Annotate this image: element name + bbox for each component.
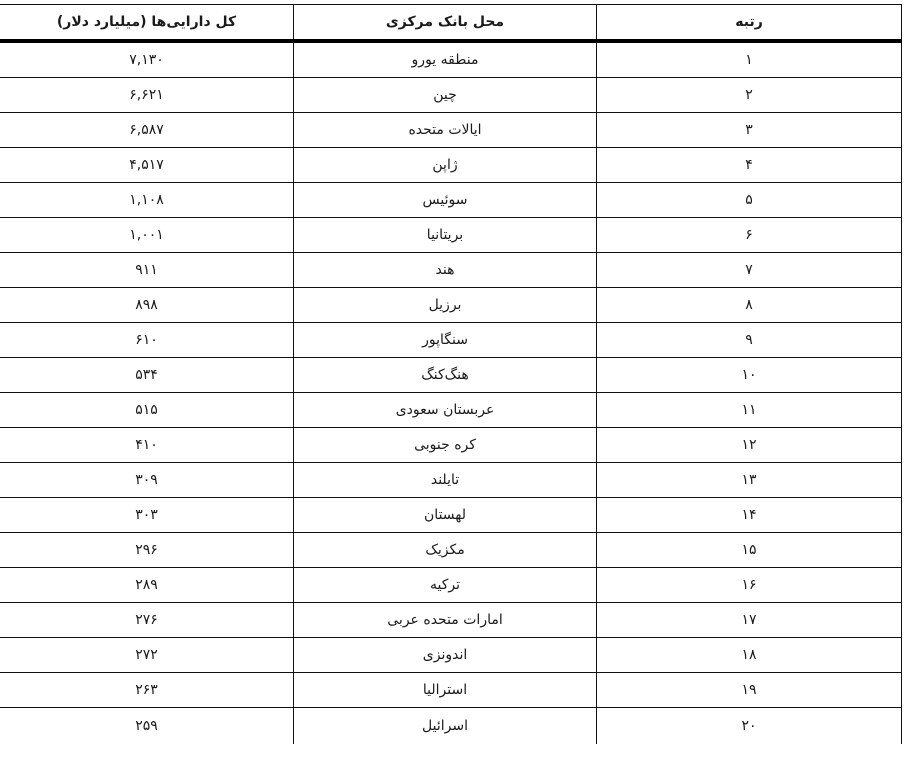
rank-cell: ۱۵	[596, 533, 902, 567]
rank-cell: ۷	[596, 253, 902, 287]
location-cell: تایلند	[293, 463, 596, 497]
assets-cell: ۱,۰۰۱	[129, 227, 164, 243]
table-row	[0, 638, 902, 673]
header-assets: کل دارایی‌ها (میلیارد دلار)	[56, 14, 237, 30]
location-cell: امارات متحده عربی	[293, 603, 596, 637]
assets-cell: ۷,۱۳۰	[129, 52, 164, 68]
rank-cell: ۱۹	[596, 673, 902, 707]
rank-cell: ۱۲	[596, 428, 902, 462]
location-cell: منطقه یورو	[293, 43, 596, 77]
assets-cell: ۶,۵۸۷	[129, 122, 164, 138]
assets-cell: ۶۱۰	[135, 332, 158, 348]
location-cell: بریتانیا	[293, 218, 596, 252]
location-cell: استرالیا	[293, 673, 596, 707]
assets-cell: ۳۰۳	[135, 507, 158, 523]
table-row	[0, 43, 902, 78]
header-location: محل بانک مرکزی	[293, 5, 596, 39]
table-row	[0, 113, 902, 148]
rank-cell: ۸	[596, 288, 902, 322]
rank-cell: ۱۴	[596, 498, 902, 532]
assets-cell: ۵۳۴	[135, 367, 158, 383]
table-row	[0, 288, 902, 323]
rank-cell: ۱۸	[596, 638, 902, 672]
rank-cell: ۶	[596, 218, 902, 252]
assets-cell: ۱,۱۰۸	[129, 192, 164, 208]
location-cell: عربستان سعودی	[293, 393, 596, 427]
table-row	[0, 393, 902, 428]
table-row	[0, 148, 902, 183]
table-row	[0, 603, 902, 638]
location-cell: هنگ‌کنگ	[293, 358, 596, 392]
location-cell: کره جنوبی	[293, 428, 596, 462]
rank-cell: ۵	[596, 183, 902, 217]
location-cell: چین	[293, 78, 596, 112]
location-cell: مکزیک	[293, 533, 596, 567]
rank-cell: ۹	[596, 323, 902, 357]
table-row	[0, 568, 902, 603]
assets-cell: ۲۷۲	[135, 647, 158, 663]
table-row	[0, 498, 902, 533]
assets-cell: ۶,۶۲۱	[129, 87, 164, 103]
central-bank-assets-table	[0, 4, 902, 744]
table-row	[0, 533, 902, 568]
assets-cell: ۲۹۶	[135, 542, 158, 558]
table-header-row	[0, 4, 902, 43]
location-cell: برزیل	[293, 288, 596, 322]
assets-cell: ۲۸۹	[135, 577, 158, 593]
location-cell: ایالات متحده	[293, 113, 596, 147]
table-row	[0, 673, 902, 708]
assets-cell: ۲۵۹	[135, 718, 158, 734]
rank-cell: ۲	[596, 78, 902, 112]
table-row	[0, 253, 902, 288]
header-rank: رتبه	[596, 5, 902, 39]
table-row	[0, 708, 902, 744]
assets-cell: ۸۹۸	[135, 297, 158, 313]
rank-cell: ۴	[596, 148, 902, 182]
table-row	[0, 218, 902, 253]
assets-cell: ۴,۵۱۷	[129, 157, 164, 173]
rank-cell: ۱۱	[596, 393, 902, 427]
assets-cell: ۵۱۵	[135, 402, 158, 418]
assets-cell: ۴۱۰	[135, 437, 158, 453]
location-cell: سوئیس	[293, 183, 596, 217]
location-cell: ژاپن	[293, 148, 596, 182]
table-row	[0, 183, 902, 218]
rank-cell: ۱۷	[596, 603, 902, 637]
table-row	[0, 428, 902, 463]
assets-cell: ۲۶۳	[135, 682, 158, 698]
rank-cell: ۲۰	[596, 708, 902, 744]
assets-cell: ۹۱۱	[135, 262, 158, 278]
location-cell: اسرائیل	[293, 708, 596, 744]
location-cell: ترکیه	[293, 568, 596, 602]
location-cell: لهستان	[293, 498, 596, 532]
rank-cell: ۳	[596, 113, 902, 147]
assets-cell: ۳۰۹	[135, 472, 158, 488]
rank-cell: ۱۳	[596, 463, 902, 497]
table-row	[0, 78, 902, 113]
table-row	[0, 463, 902, 498]
assets-cell: ۲۷۶	[135, 612, 158, 628]
rank-cell: ۱۰	[596, 358, 902, 392]
table-row	[0, 323, 902, 358]
table-row	[0, 358, 902, 393]
rank-cell: ۱۶	[596, 568, 902, 602]
location-cell: هند	[293, 253, 596, 287]
location-cell: سنگاپور	[293, 323, 596, 357]
location-cell: اندونزی	[293, 638, 596, 672]
rank-cell: ۱	[596, 43, 902, 77]
